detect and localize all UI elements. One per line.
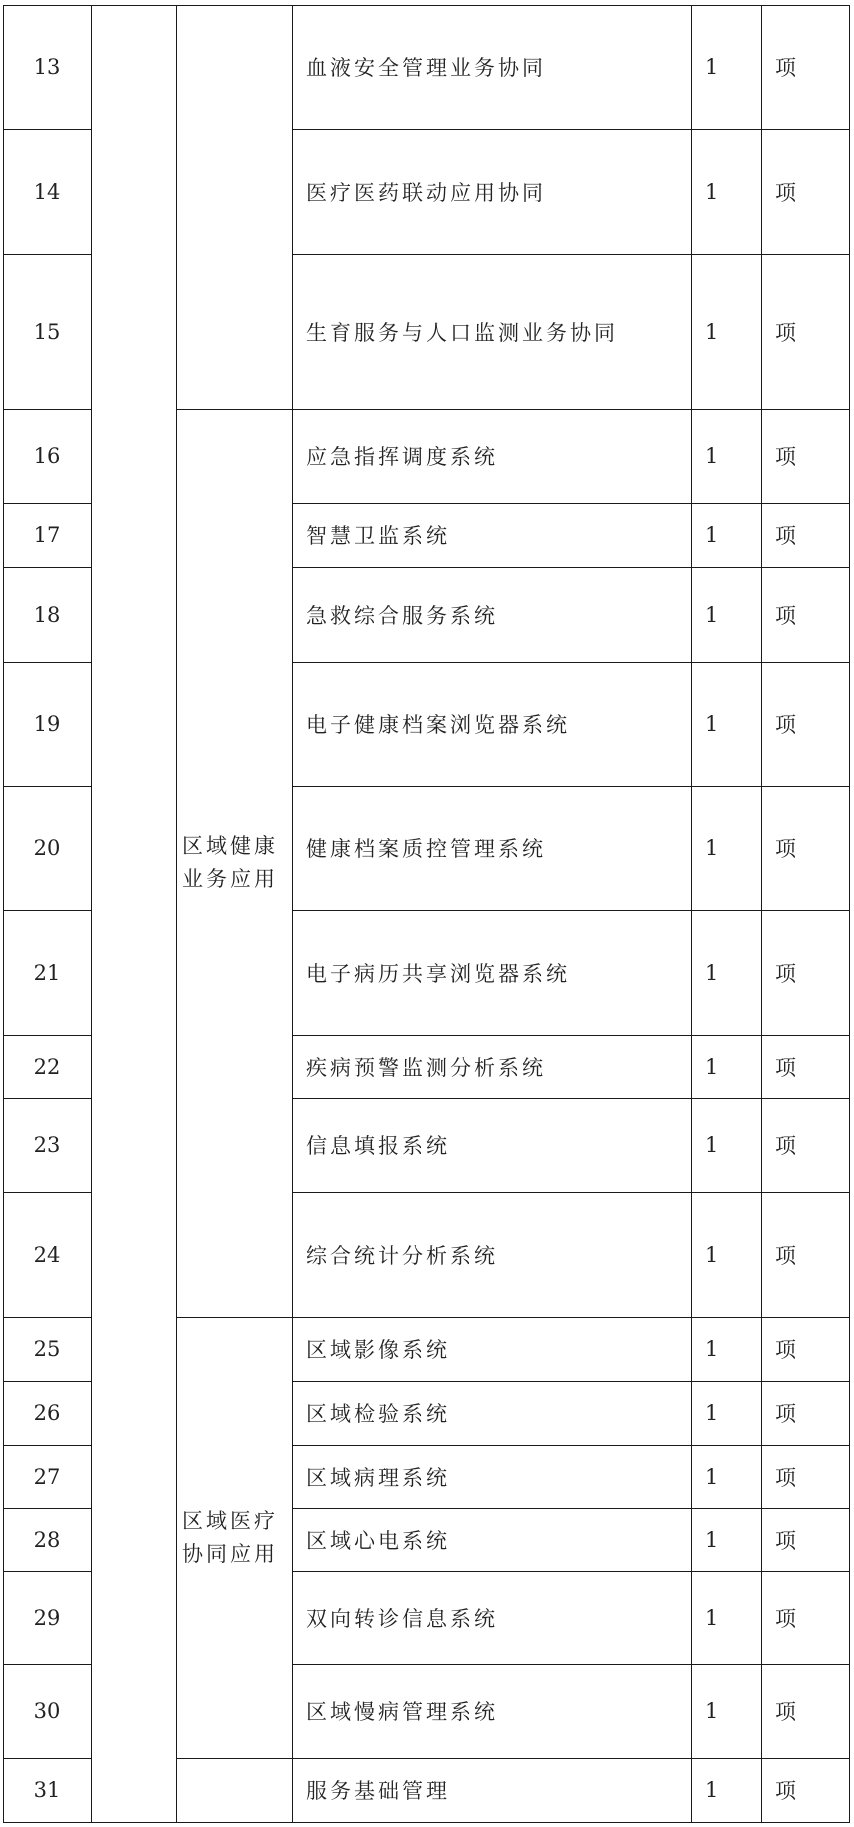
item-name: 电子健康档案浏览器系统	[306, 713, 570, 737]
item-unit: 项	[775, 1055, 796, 1080]
item-name: 综合统计分析系统	[306, 1243, 498, 1268]
item-quantity: 1	[705, 1054, 719, 1079]
item-name: 健康档案质控管理系统	[306, 837, 546, 861]
item-name: 区域影像系统	[306, 1338, 450, 1362]
item-unit: 项	[775, 56, 796, 80]
item-unit: 项	[775, 1243, 796, 1268]
item-quantity: 1	[705, 836, 719, 860]
row-number: 14	[33, 179, 61, 204]
row-number: 25	[33, 1337, 61, 1361]
row-number: 16	[33, 444, 61, 468]
item-quantity: 1	[705, 960, 719, 985]
row-number: 30	[33, 1699, 61, 1723]
item-quantity: 1	[705, 1699, 719, 1723]
item-name: 血液安全管理业务协同	[306, 56, 546, 80]
row-number: 19	[33, 712, 61, 736]
item-quantity: 1	[705, 319, 719, 344]
row-number: 15	[33, 319, 61, 344]
row-number: 13	[33, 55, 61, 79]
item-quantity: 1	[705, 1401, 719, 1425]
item-unit: 项	[775, 713, 796, 737]
item-name: 急救综合服务系统	[306, 603, 498, 628]
row-number: 31	[33, 1778, 61, 1802]
category-label: 区域医疗协同应用	[182, 1508, 278, 1566]
item-unit: 项	[775, 180, 796, 205]
row-number: 28	[33, 1527, 61, 1552]
item-quantity: 1	[705, 444, 719, 468]
item-unit: 项	[775, 1465, 796, 1490]
item-name: 生育服务与人口监测业务协同	[306, 320, 618, 345]
row-number: 22	[33, 1054, 61, 1079]
row-number: 29	[33, 1605, 61, 1630]
item-name: 智慧卫监系统	[306, 524, 450, 548]
item-unit: 项	[775, 837, 796, 861]
item-quantity: 1	[705, 1133, 719, 1157]
item-name: 医疗医药联动应用协同	[306, 180, 546, 205]
item-unit: 项	[775, 320, 796, 345]
category-label: 区域健康业务应用	[182, 834, 278, 891]
row-border	[3, 1822, 850, 1823]
item-unit: 项	[775, 524, 796, 548]
item-quantity: 1	[705, 179, 719, 204]
item-unit: 项	[775, 1134, 796, 1158]
row-number: 26	[33, 1401, 61, 1425]
row-number: 23	[33, 1133, 61, 1157]
row-number: 17	[33, 523, 61, 547]
item-quantity: 1	[705, 523, 719, 547]
row-number: 20	[33, 836, 61, 860]
item-name: 信息填报系统	[306, 1134, 450, 1158]
item-name: 电子病历共享浏览器系统	[306, 961, 570, 986]
item-quantity: 1	[705, 602, 719, 627]
item-unit: 项	[775, 1338, 796, 1362]
item-unit: 项	[775, 1606, 796, 1631]
row-number: 24	[33, 1242, 61, 1267]
item-unit: 项	[775, 603, 796, 628]
item-quantity: 1	[705, 1605, 719, 1630]
item-name: 区域心电系统	[306, 1528, 450, 1553]
item-unit: 项	[775, 1528, 796, 1553]
row-number: 27	[33, 1464, 61, 1489]
item-name: 疾病预警监测分析系统	[306, 1055, 546, 1080]
item-quantity: 1	[705, 1242, 719, 1267]
item-quantity: 1	[705, 1778, 719, 1802]
item-unit: 项	[775, 1402, 796, 1426]
row-number: 21	[33, 960, 61, 985]
item-quantity: 1	[705, 712, 719, 736]
item-name: 服务基础管理	[306, 1779, 450, 1803]
item-quantity: 1	[705, 1527, 719, 1552]
item-unit: 项	[775, 1779, 796, 1803]
item-quantity: 1	[705, 1337, 719, 1361]
item-unit: 项	[775, 961, 796, 986]
column-border	[849, 5, 850, 1823]
item-name: 区域病理系统	[306, 1465, 450, 1490]
item-quantity: 1	[705, 1464, 719, 1489]
column-border	[91, 5, 92, 1823]
item-quantity: 1	[705, 55, 719, 79]
item-unit: 项	[775, 445, 796, 469]
item-name: 应急指挥调度系统	[306, 445, 498, 469]
item-name: 区域慢病管理系统	[306, 1700, 498, 1724]
item-name: 双向转诊信息系统	[306, 1606, 498, 1631]
item-name: 区域检验系统	[306, 1402, 450, 1426]
item-unit: 项	[775, 1700, 796, 1724]
row-number: 18	[33, 602, 61, 627]
